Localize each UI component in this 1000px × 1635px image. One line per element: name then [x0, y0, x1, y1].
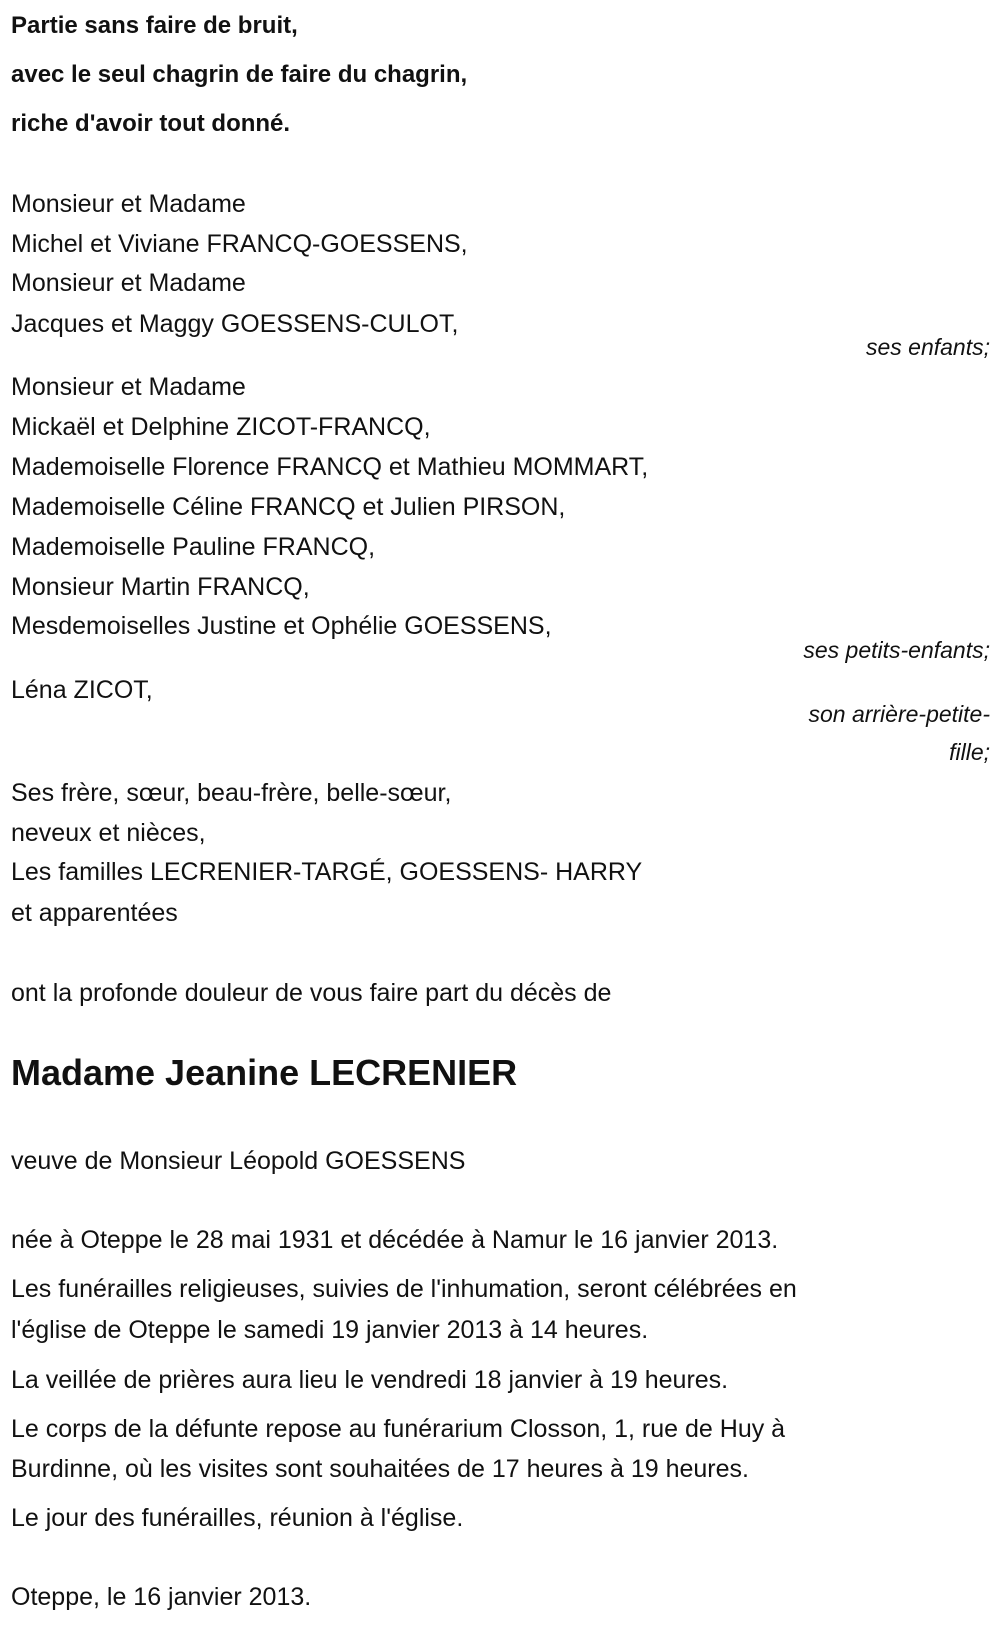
grandchildren-line: Monsieur et Madame	[11, 373, 246, 401]
family-line: et apparentées	[11, 899, 178, 927]
deceased-name: Madame Jeanine LECRENIER	[11, 1052, 518, 1093]
children-line: Monsieur et Madame	[11, 269, 246, 297]
grandchildren-line: Mesdemoiselles Justine et Ophélie GOESSENS,	[11, 612, 552, 640]
detail-line: Le corps de la défunte repose au funérarium Closson, 1, rue de Huy à	[11, 1415, 786, 1443]
detail-line: née à Oteppe le 28 mai 1931 et décédée à Namur le 16 janvier 2013.	[11, 1226, 779, 1254]
place-date: Oteppe, le 16 janvier 2013.	[11, 1583, 312, 1611]
grandchildren-line: Mademoiselle Céline FRANCQ et Julien PIRSON,	[11, 493, 566, 521]
grandchildren-line: Mademoiselle Pauline FRANCQ,	[11, 533, 376, 561]
family-line: Ses frère, sœur, beau-frère, belle-sœur,	[11, 779, 452, 807]
children-line: Monsieur et Madame	[11, 190, 246, 218]
widow-of: veuve de Monsieur Léopold GOESSENS	[11, 1147, 466, 1175]
epigraph-line: avec le seul chagrin de faire du chagrin,	[11, 61, 468, 88]
detail-line: l'église de Oteppe le samedi 19 janvier 2013 à 14 heures.	[11, 1316, 649, 1344]
great-grandchild-role: fille;	[949, 739, 990, 765]
children-line: Michel et Viviane FRANCQ-GOESSENS,	[11, 230, 468, 258]
grandchildren-line: Mademoiselle Florence FRANCQ et Mathieu MOMMART,	[11, 453, 649, 481]
epigraph-line: riche d'avoir tout donné.	[11, 110, 291, 137]
family-line: neveux et nièces,	[11, 819, 206, 847]
great-grandchild-role: son arrière-petite-	[808, 701, 990, 727]
grandchildren-role: ses petits-enfants;	[803, 637, 990, 663]
grandchildren-line: Mickaël et Delphine ZICOT-FRANCQ,	[11, 413, 431, 441]
children-role: ses enfants;	[865, 334, 990, 360]
announcement: ont la profonde douleur de vous faire part du décès de	[11, 979, 612, 1007]
detail-line: Le jour des funérailles, réunion à l'église.	[11, 1504, 464, 1532]
family-line: Les familles LECRENIER-TARGÉ, GOESSENS- HARRY	[11, 858, 643, 886]
epigraph-line: Partie sans faire de bruit,	[11, 12, 298, 39]
grandchildren-line: Monsieur Martin FRANCQ,	[11, 573, 310, 601]
detail-line: Burdinne, où les visites sont souhaitées de 17 heures à 19 heures.	[11, 1455, 749, 1483]
great-grandchild-line: Léna ZICOT,	[11, 676, 153, 704]
detail-line: La veillée de prières aura lieu le vendredi 18 janvier à 19 heures.	[11, 1366, 729, 1394]
children-line: Jacques et Maggy GOESSENS-CULOT,	[11, 310, 459, 338]
detail-line: Les funérailles religieuses, suivies de l'inhumation, seront célébrées en	[11, 1275, 797, 1303]
